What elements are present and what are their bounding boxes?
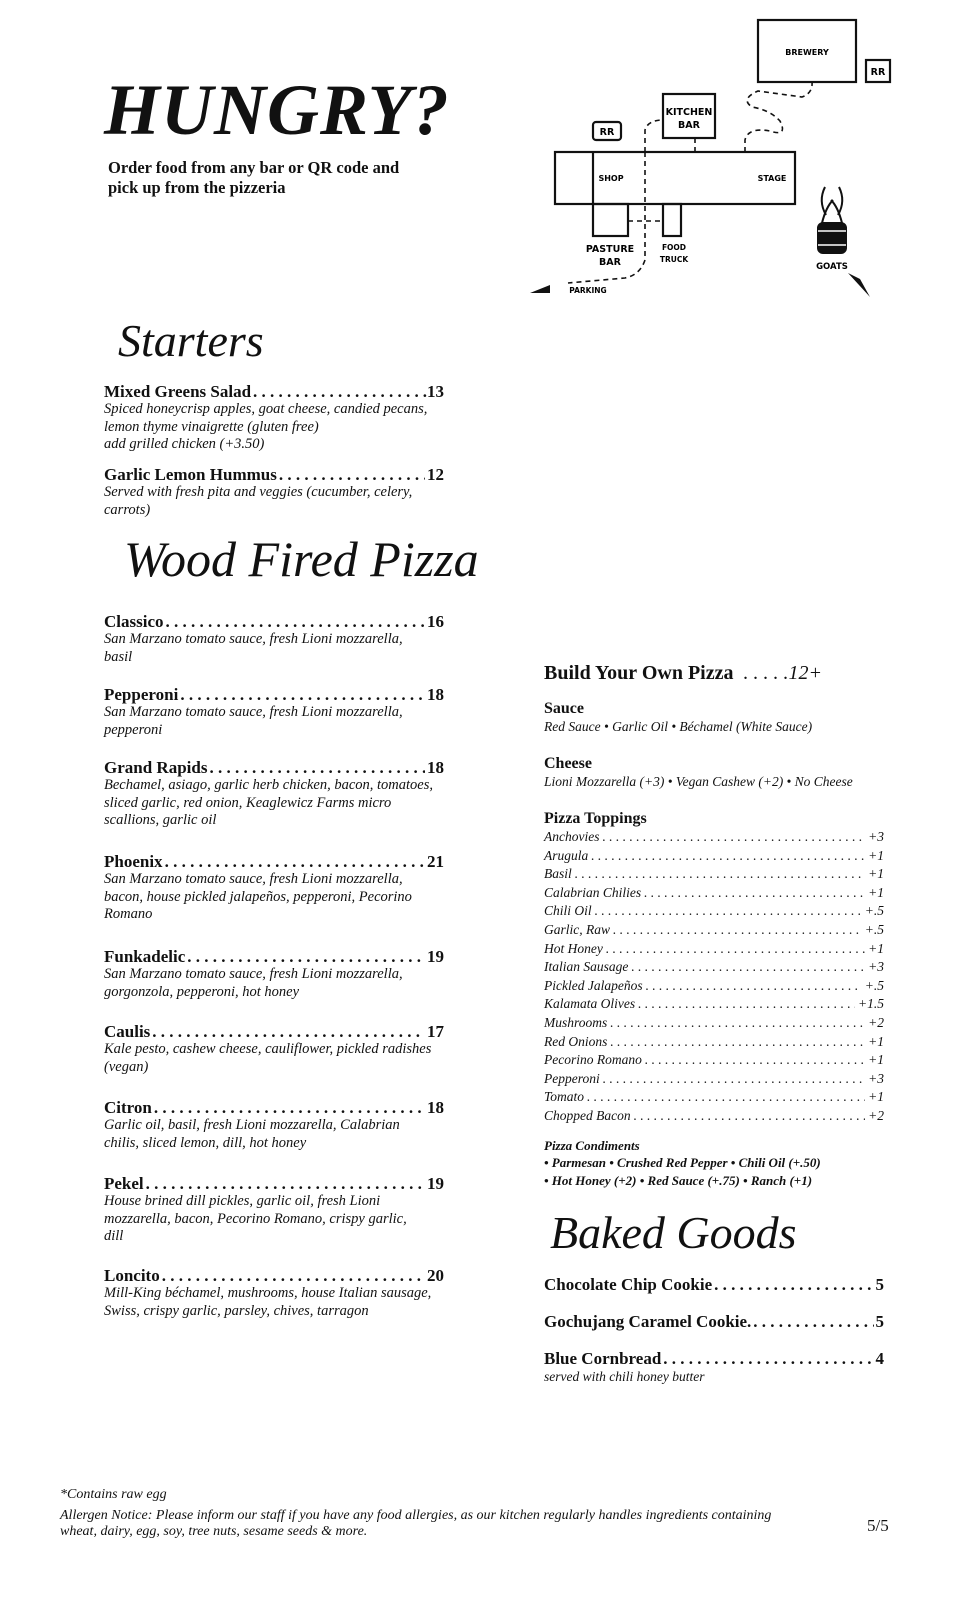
goat-barrel-icon	[818, 187, 846, 253]
menu-item: Pepperoni . . . 18 San Marzano tomato sauce, fresh Lioni mozzarella, pepperoni	[104, 685, 444, 739]
menu-item: Caulis . . . 17 Kale pesto, cashew cheese, cauliflower, pickled radishes (vegan)	[104, 1022, 444, 1076]
map-label-pasture: PASTURE	[585, 244, 635, 255]
byo-sauce: Sauce Red Sauce • Garlic Oil • Béchamel (White Sauce)	[544, 700, 813, 734]
map-label-rr-left: RR	[599, 127, 615, 138]
pizza-heading: Wood Fired Pizza	[124, 531, 479, 587]
topping-row: Hot Honey . . . +1	[544, 940, 884, 959]
food-truck-building	[663, 204, 681, 236]
parking-arrow-icon	[530, 285, 550, 293]
topping-row: Kalamata Olives . . . +1.5	[544, 995, 884, 1014]
menu-item: Grand Rapids . . . 18 Bechamel, asiago, garlic herb chicken, bacon, tomatoes, sliced garlic, red onion, Keaglewicz Farms micro scallions, garlic oil	[104, 758, 444, 830]
map-label-parking: PARKING	[569, 286, 607, 295]
map-label-pasture-bar: BAR	[599, 257, 621, 268]
menu-item: Loncito . . . 20 Mill-King béchamel, mushrooms, house Italian sausage, Swiss, crispy garlic, parsley, chives, tarragon	[104, 1266, 444, 1320]
toppings-list	[544, 828, 884, 1126]
topping-row: Tomato . . . +1	[544, 1088, 884, 1107]
goats-arrow-icon	[848, 273, 870, 297]
menu-item: Mixed Greens Salad . . . .13 Spiced honeycrisp apples, goat cheese, candied pecans, lemon thyme vinaigrette (gluten free) add grilled chicken (+3.50)	[104, 382, 444, 454]
map-label-goats: GOATS	[816, 262, 848, 272]
page-number: 5/5	[867, 1516, 889, 1535]
baked-heading: Baked Goods	[550, 1207, 797, 1258]
topping-row: Arugula . . . +1	[544, 847, 884, 866]
byo-cheese: Cheese Lioni Mozzarella (+3) • Vegan Cashew (+2) • No Cheese	[544, 755, 853, 789]
topping-row: Pickled Jalapeños . . . +.5	[544, 977, 884, 996]
topping-row: Basil . . . +1	[544, 865, 884, 884]
map-label-kitchen: KITCHEN	[665, 107, 713, 118]
menu-item: Funkadelic . . . 19 San Marzano tomato sauce, fresh Lioni mozzarella, gorgonzola, pepperoni, hot honey	[104, 947, 444, 1001]
byo-heading: Build Your Own Pizza . . . . .12+	[544, 662, 822, 684]
map-label-shop: SHOP	[598, 174, 624, 183]
menu-item: Blue Cornbread . . . 4 served with chili honey butter	[544, 1349, 884, 1386]
page-title: HUNGRY?	[104, 70, 450, 150]
topping-row: Chopped Bacon . . . +2	[544, 1107, 884, 1126]
pasture-bar-building	[593, 204, 628, 236]
map-label-rr-right: RR	[870, 67, 886, 78]
map-label-brewery: BREWERY	[785, 48, 829, 57]
map-label-stage: STAGE	[757, 174, 787, 183]
venue-map	[530, 15, 910, 310]
menu-item: Citron . . . 18 Garlic oil, basil, fresh Lioni mozzarella, Calabrian chilis, sliced lemon, dill, hot honey	[104, 1098, 444, 1152]
topping-row: Pecorino Romano . . . +1	[544, 1051, 884, 1070]
topping-row: Mushrooms . . . +2	[544, 1014, 884, 1033]
byo-price: . . . . .12+	[743, 662, 822, 684]
menu-item: Phoenix . . . 21 San Marzano tomato sauce, fresh Lioni mozzarella, bacon, house pickled jalapeños, pepperoni, Pecorino Romano	[104, 852, 444, 924]
byo-toppings: Pizza Toppings Anchovies . . . +3 Arugula . . . +1 Basil . . . +1 Calabrian Chilies . . . +1 Chili Oil . . . +.5 Garlic, Raw . . . +.5 Hot Honey . . . +1 Italian Sausage . . . +3 Pickled Jalapeños . . . +.5 Kalamata Olives . . . +1.5 Mushrooms . . . +2 Red Onions . . . +1 Pecorino Romano . . . +1 Pepperoni . . . +3 Tomato . . . +1 Chopped Bacon . . . +2	[544, 810, 884, 1126]
page-subtitle: Order food from any bar or QR code and pick up from the pizzeria	[108, 158, 400, 197]
menu-item: Chocolate Chip Cookie . . . 5	[544, 1275, 884, 1294]
menu-item: Classico . . . 16 San Marzano tomato sauce, fresh Lioni mozzarella, basil	[104, 612, 444, 666]
topping-row: Calabrian Chilies . . . +1	[544, 884, 884, 903]
topping-row: Chili Oil . . . +.5	[544, 902, 884, 921]
allergen-notice: Allergen Notice: Please inform our staff if you have any food allergies, as our kitchen regularly handles ingredients containing wheat, dairy, egg, soy, tree nuts, sesame seeds & more.	[60, 1508, 772, 1539]
topping-row: Italian Sausage . . . +3	[544, 958, 884, 977]
map-label-kitchen-bar: BAR	[678, 120, 700, 131]
byo-condiments: Pizza Condiments • Parmesan • Crushed Red Pepper • Chili Oil (+.50) • Hot Honey (+2) • Red Sauce (+.75) • Ranch (+1)	[544, 1138, 821, 1188]
topping-row: Anchovies . . . +3	[544, 828, 884, 847]
map-label-food: FOOD	[661, 243, 687, 252]
map-label-truck: TRUCK	[659, 255, 689, 264]
menu-item: Gochujang Caramel Cookie. . . . 5	[544, 1312, 884, 1331]
topping-row: Pepperoni . . . +3	[544, 1070, 884, 1089]
topping-row: Red Onions . . . +1	[544, 1033, 884, 1052]
starters-heading: Starters	[118, 315, 264, 366]
menu-item: Garlic Lemon Hummus . . . 12 Served with fresh pita and veggies (cucumber, celery, carrots)	[104, 465, 444, 519]
menu-item: Pekel . . . 19 House brined dill pickles, garlic oil, fresh Lioni mozzarella, bacon, Pecorino Romano, crispy garlic, dill	[104, 1174, 444, 1246]
topping-row: Garlic, Raw . . . +.5	[544, 921, 884, 940]
raw-egg-note: *Contains raw egg	[60, 1487, 167, 1502]
